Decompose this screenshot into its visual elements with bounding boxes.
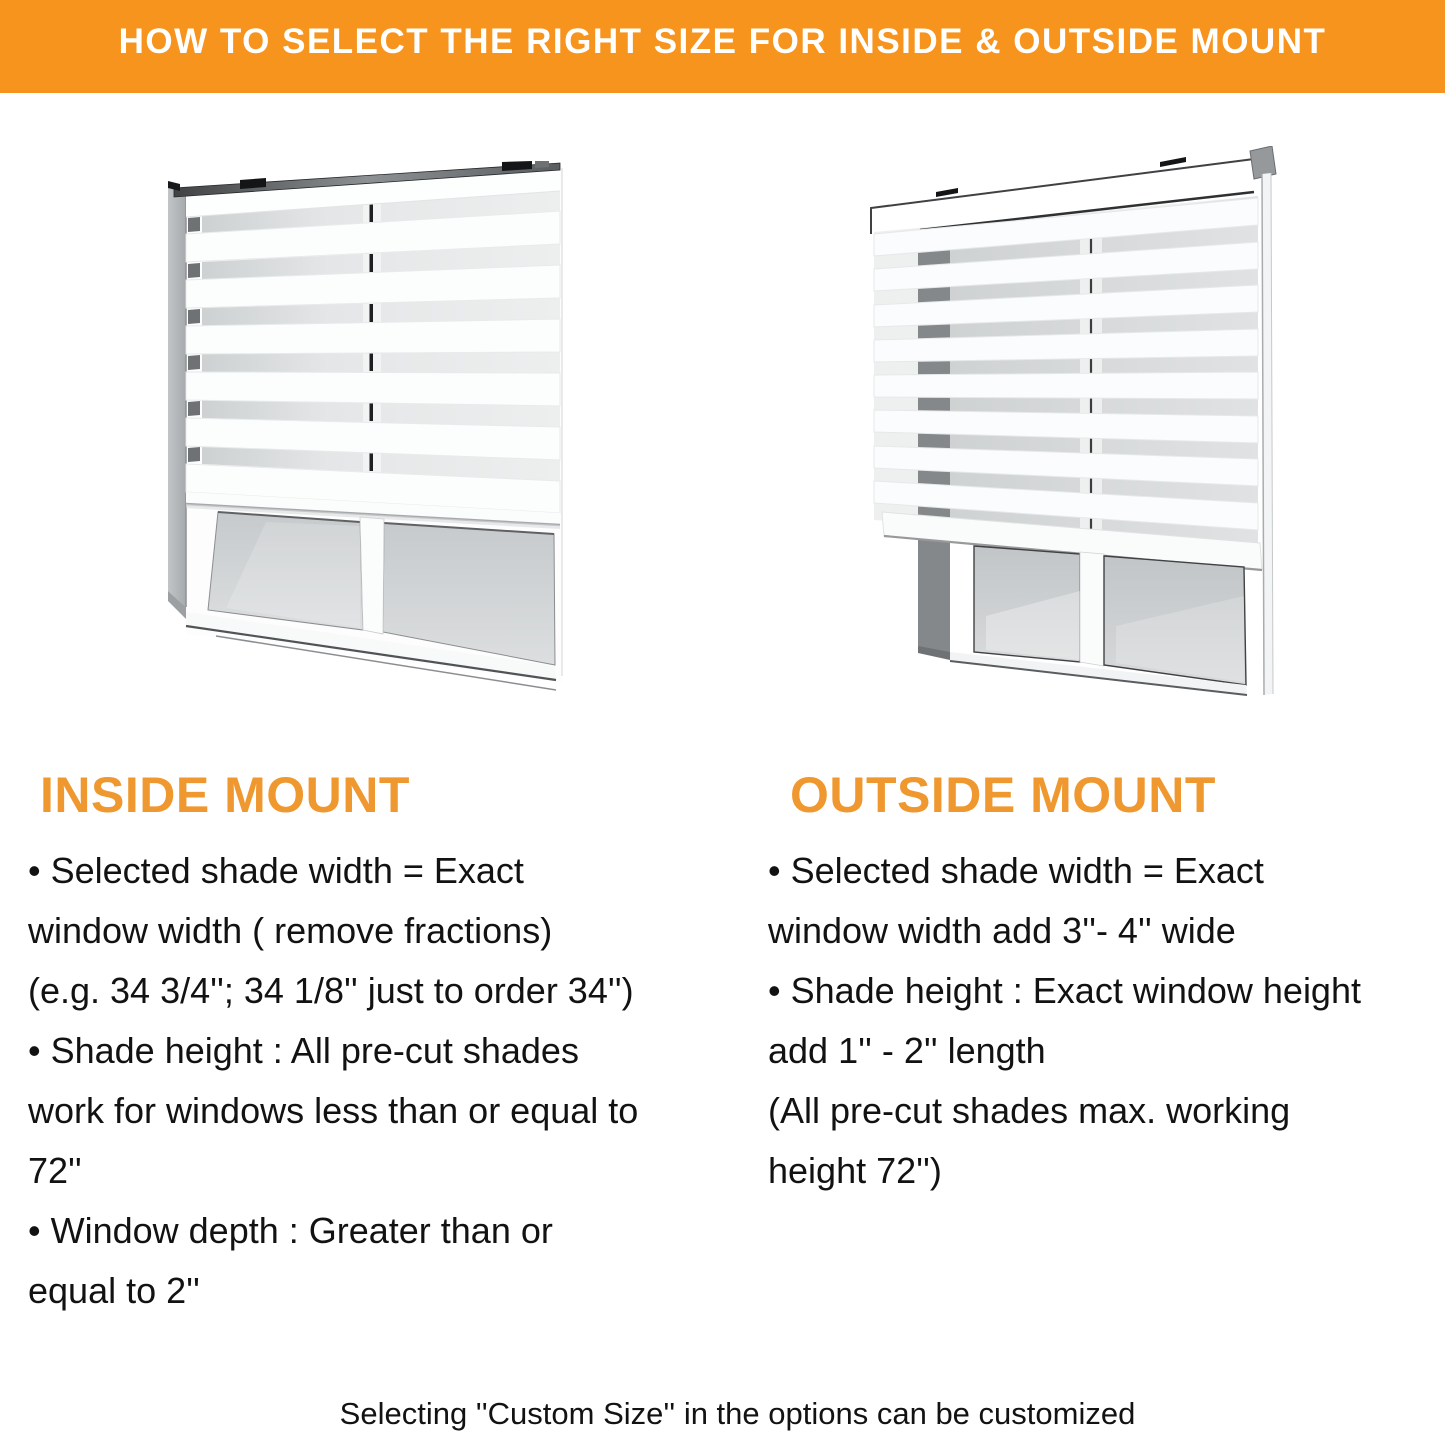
banner bbox=[0, 0, 1445, 93]
inside-mount-instructions bbox=[28, 841, 738, 1321]
instruction-line: • Window depth : Greater than or bbox=[28, 1210, 553, 1251]
inside-mount-window-illustration bbox=[166, 160, 566, 700]
custom-size-note: Selecting ''Custom Size'' in the options can be customized bbox=[339, 1396, 1136, 1431]
instruction-line: height 72'') bbox=[768, 1150, 942, 1191]
instruction-line: work for windows less than or equal to bbox=[28, 1090, 639, 1131]
inside-mount-window-drawing bbox=[166, 160, 566, 700]
instruction-line: equal to 2'' bbox=[28, 1270, 200, 1311]
instruction-line: • Shade height : All pre-cut shades bbox=[28, 1030, 579, 1071]
instruction-line: window width add 3''- 4'' wide bbox=[768, 910, 1236, 951]
instruction-line: • Selected shade width = Exact bbox=[768, 850, 1264, 891]
outside-mount-instructions bbox=[768, 841, 1438, 1201]
outside-mount-window-drawing bbox=[866, 146, 1281, 701]
instruction-line: add 1'' - 2'' length bbox=[768, 1030, 1046, 1071]
outside-mount-window-illustration bbox=[866, 146, 1281, 701]
instruction-line: (All pre-cut shades max. working bbox=[768, 1090, 1291, 1131]
instruction-line: • Selected shade width = Exact bbox=[28, 850, 524, 891]
instruction-line: window width ( remove fractions) bbox=[28, 910, 553, 951]
instruction-line: 72'' bbox=[28, 1150, 82, 1191]
banner-title: HOW TO SELECT THE RIGHT SIZE FOR INSIDE & OUTSIDE MOUNT bbox=[118, 21, 1327, 61]
outside-mount-heading: OUTSIDE MOUNT bbox=[790, 767, 1216, 823]
instruction-line: • Shade height : Exact window height bbox=[768, 970, 1361, 1011]
instruction-line: (e.g. 34 3/4''; 34 1/8'' just to order 34'') bbox=[28, 970, 634, 1011]
inside-mount-heading: INSIDE MOUNT bbox=[40, 767, 410, 823]
